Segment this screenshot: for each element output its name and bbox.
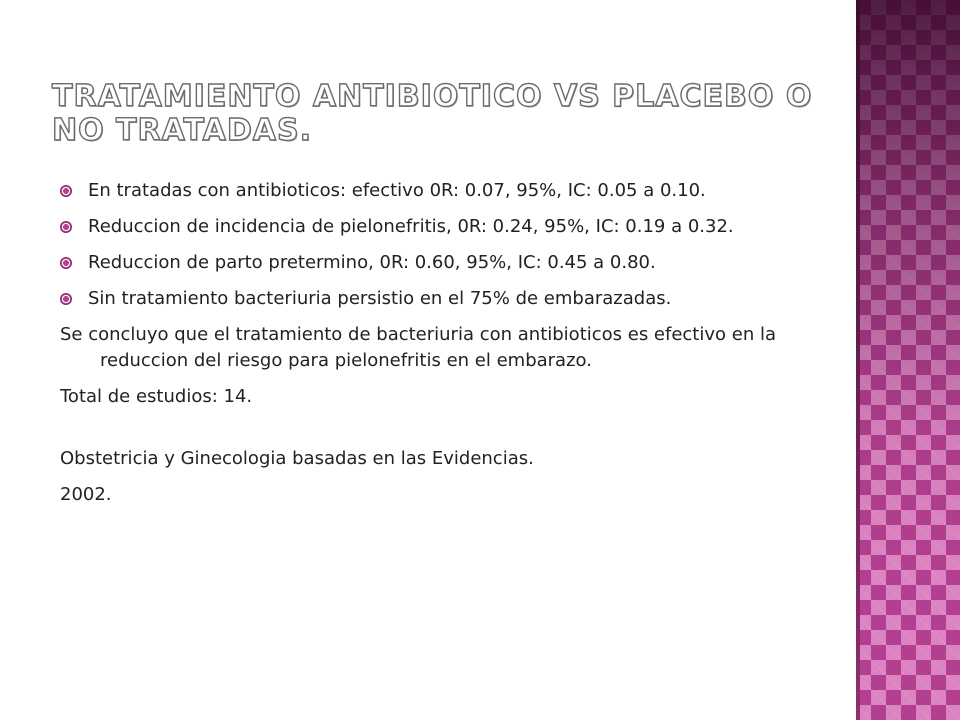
conclusion-text: Se concluyo que el tratamiento de bacteriuria con antibioticos es efectivo en la reduccion del riesgo para pielonefritis en el embarazo. — [60, 324, 776, 371]
side-panel-edge — [856, 0, 860, 720]
bullet-item — [60, 214, 830, 240]
circle-bullet-icon — [60, 185, 72, 197]
decorative-side-panel — [856, 0, 960, 720]
circle-bullet-icon — [60, 221, 72, 233]
total-studies-text: Total de estudios: 14. — [60, 386, 253, 407]
bullet-text: En tratadas con antibioticos: efectivo 0R: 0.07, 95%, IC: 0.05 a 0.10. — [88, 180, 706, 201]
bullet-text: Sin tratamiento bacteriuria persistio en el 75% de embarazadas. — [88, 288, 672, 309]
bullet-item — [60, 250, 830, 276]
year-text: 2002. — [60, 484, 112, 505]
slide-body — [60, 178, 830, 518]
bullet-text: Reduccion de parto pretermino, 0R: 0.60, 95%, IC: 0.45 a 0.80. — [88, 252, 656, 273]
source-text: Obstetricia y Ginecologia basadas en las Evidencias. — [60, 448, 534, 469]
spacer — [60, 420, 830, 446]
bullet-item — [60, 286, 830, 312]
bullet-list — [60, 178, 830, 312]
slide-title: TRATAMIENTO ANTIBIOTICO VS PLACEBO O NO TRATADAS. — [52, 79, 813, 148]
bullet-text: Reduccion de incidencia de pielonefritis, 0R: 0.24, 95%, IC: 0.19 a 0.32. — [88, 216, 734, 237]
circle-bullet-icon — [60, 257, 72, 269]
bullet-item — [60, 178, 830, 204]
circle-bullet-icon — [60, 293, 72, 305]
